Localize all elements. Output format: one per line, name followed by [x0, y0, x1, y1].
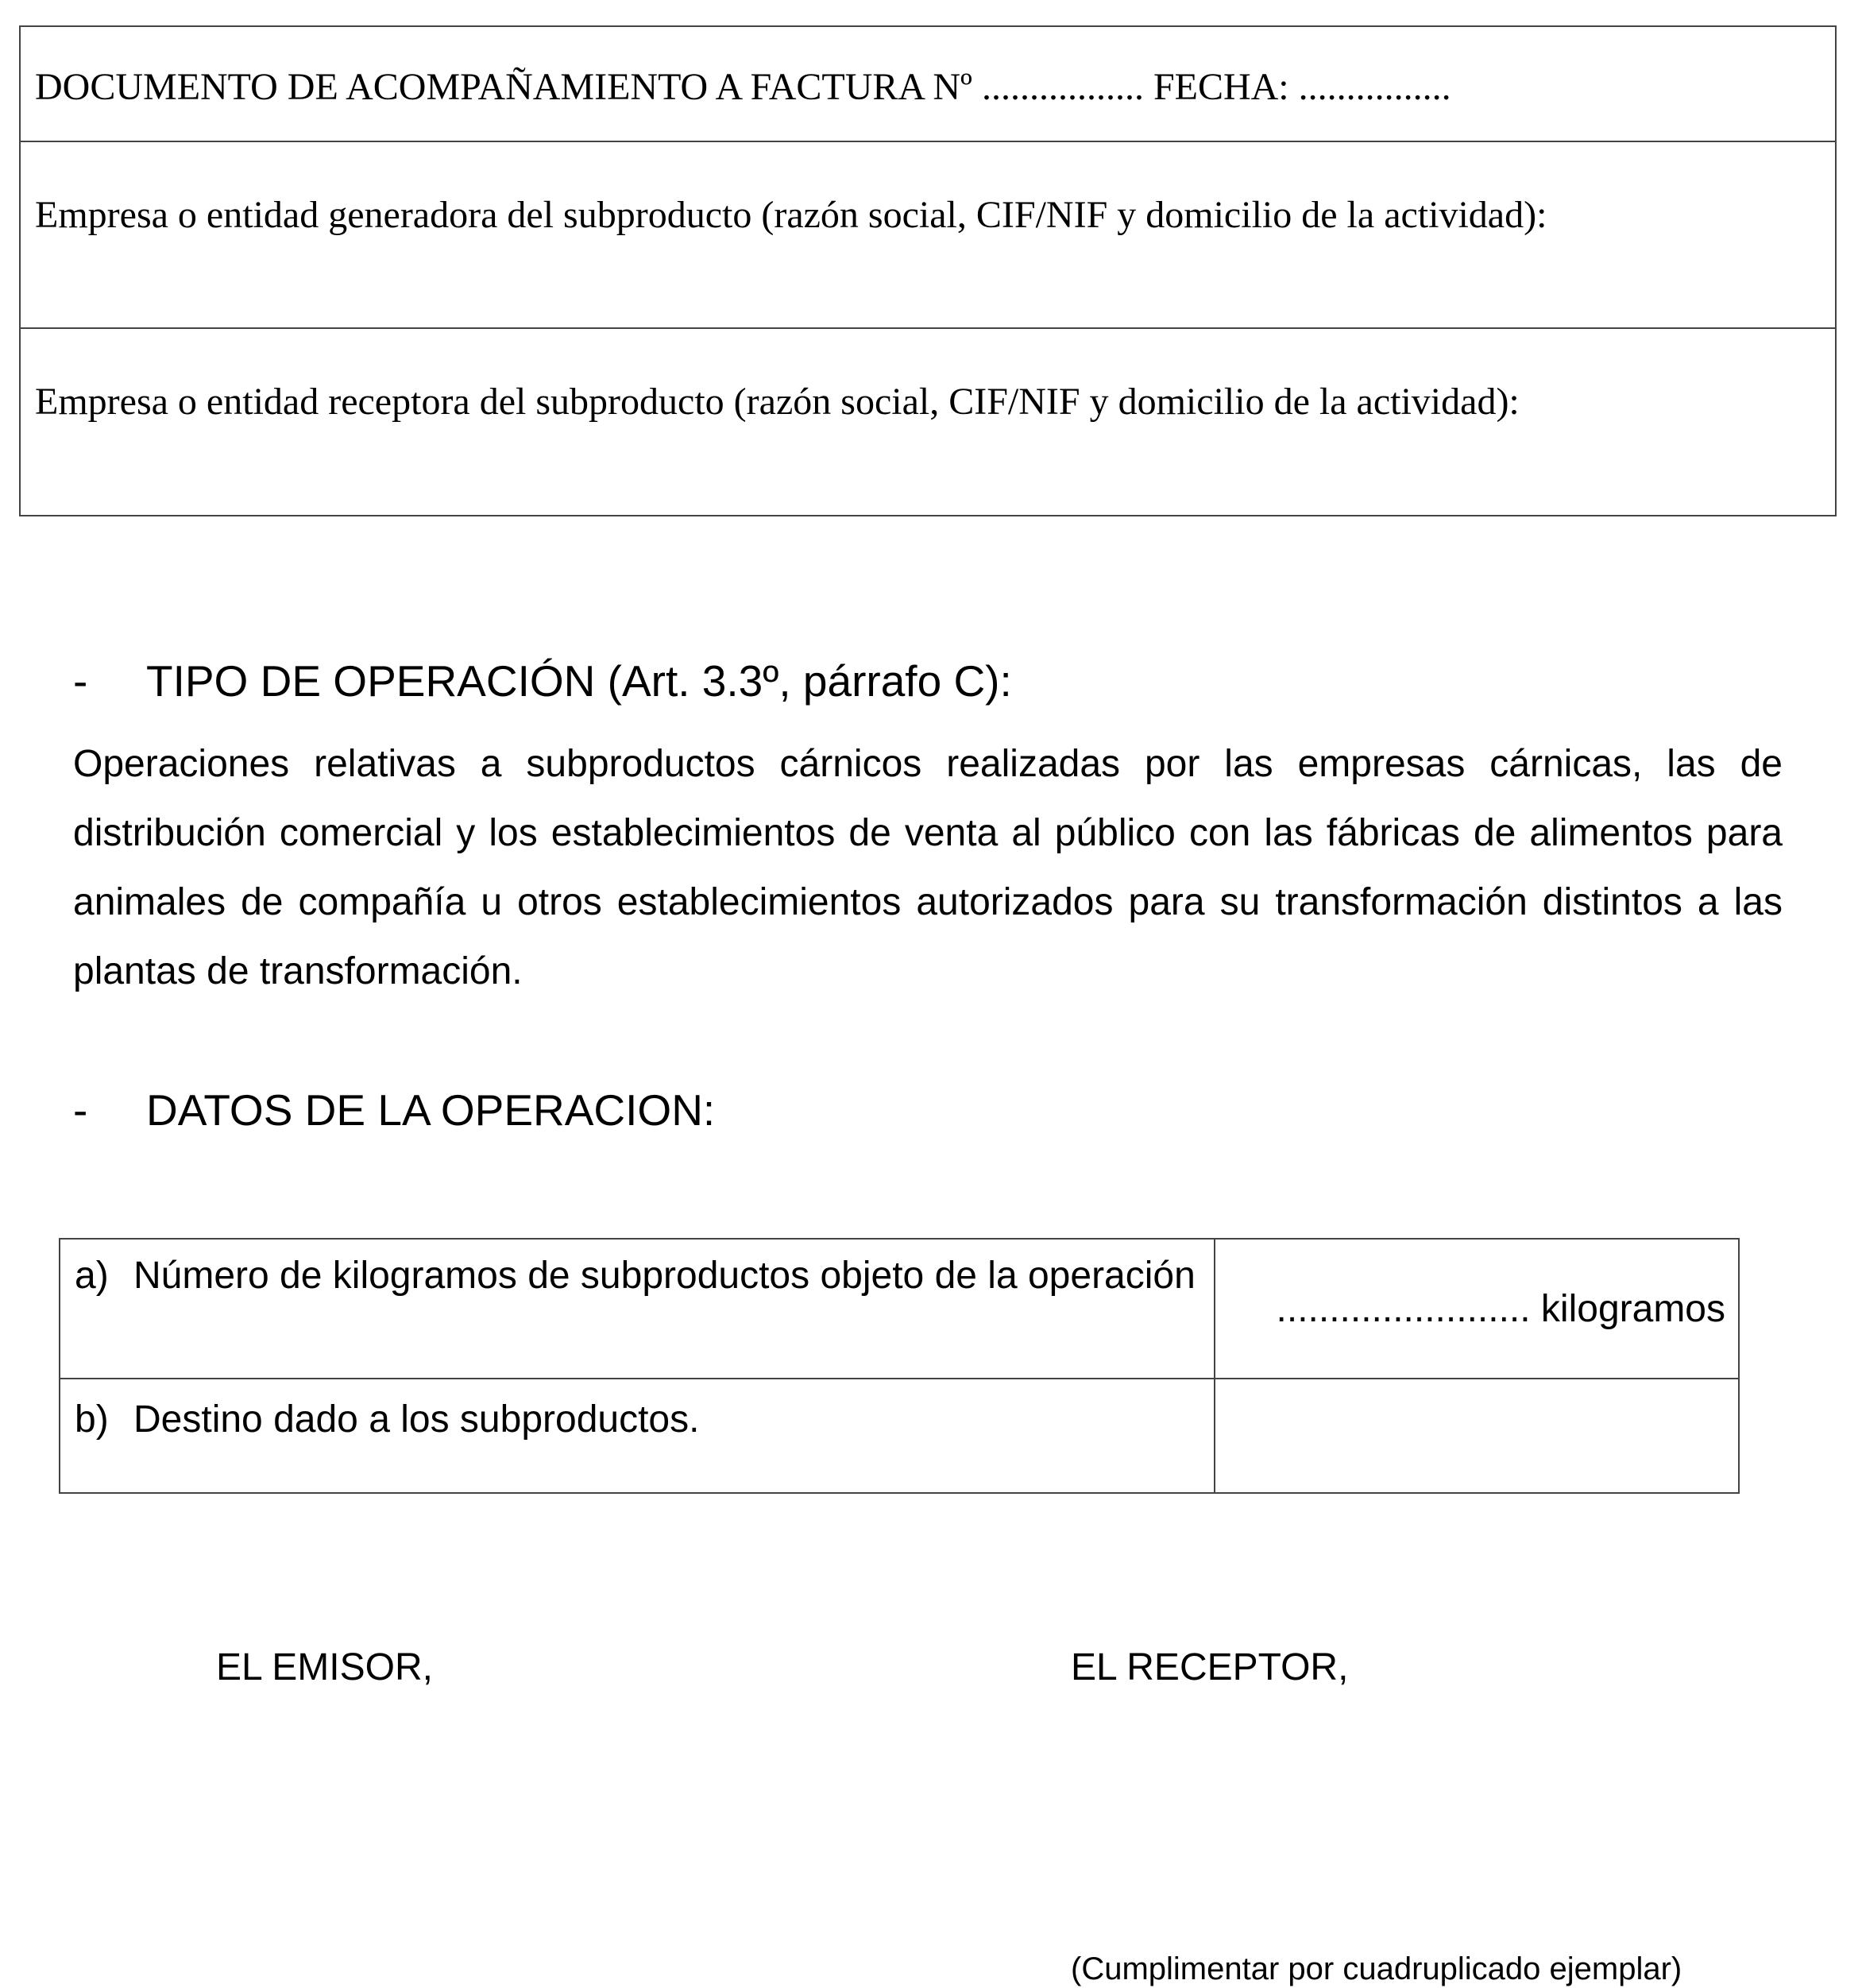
- operation-data-table: [59, 1238, 1740, 1494]
- operation-type-description: Operaciones relativas a subproductos cárnicos realizadas por las empresas cárnicas, las de distribución comercial y los establecimientos de venta al público con las fábricas de alimentos para animales de compañía u otros establecimientos autorizados para su transformación distintos a las plantas de transformación.: [73, 743, 1783, 992]
- destination-field[interactable]: [1215, 1379, 1739, 1493]
- bullet-dash: -: [73, 656, 88, 706]
- item-label: Número de kilogramos de subproductos objeto de la operación: [133, 1255, 1196, 1297]
- operation-data-title: DATOS DE LA OPERACION:: [146, 1085, 716, 1135]
- table-cell-label: [60, 1239, 1215, 1379]
- invoice-number-date-row: [21, 27, 1835, 142]
- generator-company-row: [21, 142, 1835, 329]
- invoice-header-box: [19, 25, 1837, 516]
- kilograms-field[interactable]: ........................ kilogramos: [1215, 1239, 1739, 1379]
- operation-type-heading: [73, 656, 1012, 706]
- generator-company-label: Empresa o entidad generadora del subproducto (razón social, CIF/NIF y domicilio de la actividad):: [35, 194, 1547, 236]
- operation-type-title: TIPO DE OPERACIÓN (Art. 3.3º, párrafo C):: [146, 656, 1012, 706]
- copies-footnote: (Cumplimentar por cuadruplicado ejemplar): [1071, 1951, 1682, 1986]
- receiver-company-row: [21, 329, 1835, 515]
- bullet-dash: -: [73, 1085, 88, 1135]
- invoice-number-date-text: DOCUMENTO DE ACOMPAÑAMIENTO A FACTURA Nº ................. FECHA: ................: [35, 66, 1451, 108]
- receiver-signature-label: EL RECEPTOR,: [1071, 1646, 1349, 1688]
- emitter-signature-label: EL EMISOR,: [216, 1646, 433, 1688]
- item-label: Destino dado a los subproductos.: [133, 1398, 700, 1441]
- table-row: [60, 1239, 1739, 1379]
- receiver-company-label: Empresa o entidad receptora del subproducto (razón social, CIF/NIF y domicilio de la actividad):: [35, 381, 1520, 423]
- operation-data-heading: [73, 1085, 716, 1135]
- item-letter: a): [75, 1255, 109, 1297]
- table-cell-label: [60, 1379, 1215, 1493]
- table-row: [60, 1379, 1739, 1493]
- item-letter: b): [75, 1398, 109, 1441]
